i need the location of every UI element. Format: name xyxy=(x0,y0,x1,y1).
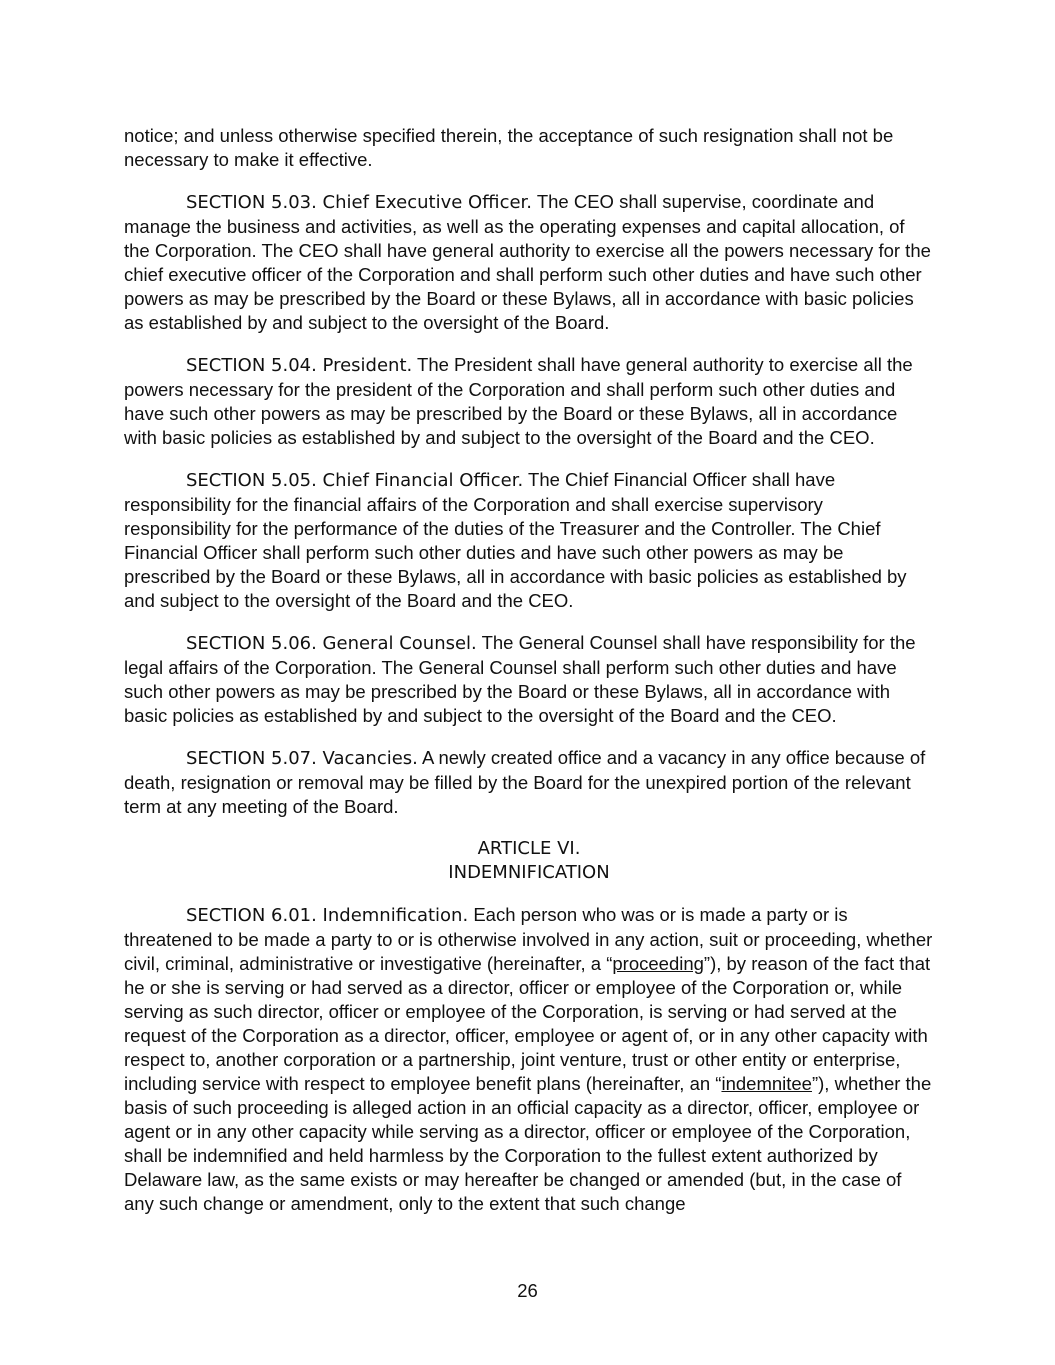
section-5-04 xyxy=(124,353,934,450)
section-heading: SECTION 6.01. Indemnification. xyxy=(186,905,469,926)
section-6-01 xyxy=(124,903,934,1216)
article-number: ARTICLE VI. xyxy=(477,838,581,859)
section-heading: SECTION 5.05. Chief Financial Officer. xyxy=(186,470,524,491)
section-5-07 xyxy=(124,746,934,819)
section-body: A newly created office and a vacancy in any office because of death, resignation or removal may be filled by the Board for the unexpired portion of the relevant term at any meeting of the Board. xyxy=(124,747,926,817)
intro-paragraph: notice; and unless otherwise specified therein, the acceptance of such resignation shall not be necessary to make it effective. xyxy=(124,125,894,170)
article-title: INDEMNIFICATION xyxy=(448,862,610,883)
page-number: 26 xyxy=(517,1280,538,1301)
section-heading: SECTION 5.03. Chief Executive Officer. xyxy=(186,192,533,213)
defined-term-indemnitee: indemnitee xyxy=(721,1073,812,1094)
section-body: The CEO shall supervise, coordinate and manage the business and activities, as well as the operating expenses and capital allocation, of the Corporation. The CEO shall have general authority to exercise all the powers necessary for the chief executive officer of the Corporation and shall perform such other duties and have such other powers as may be prescribed by the Board or these Bylaws, all in accordance with basic policies as established by and subject to the oversight of the Board. xyxy=(124,191,931,333)
section-5-05 xyxy=(124,468,934,613)
section-body-part: Each person who was or is made a party or is threatened to be made a party to or is otherwise involved in any action, suit or proceeding, whether civil, criminal, administrative or investigative (hereinafter, a “ xyxy=(124,904,933,974)
section-5-03 xyxy=(124,190,934,335)
section-body-part: ”), by reason of the fact that he or she is serving or had served as a director, officer or employee of the Corporation or, while serving as such director, officer or employee of the Corporation, is serving or had served at the request of the Corporation as a director, officer, employee or agent of, or in any other capacity with respect to, another corporation or a partnership, joint venture, trust or other entity or enterprise, including service with respect to employee benefit plans (hereinafter, an “ xyxy=(124,953,931,1094)
defined-term-proceeding: proceeding xyxy=(612,953,704,974)
section-body: The President shall have general authority to exercise all the powers necessary for the president of the Corporation and shall perform such other duties and have such other powers as may be prescribed by the Board or these Bylaws, all in accordance with basic policies as established by and subject to the oversight of the Board and the CEO. xyxy=(124,354,913,448)
article-heading xyxy=(124,837,934,885)
section-heading: SECTION 5.06. General Counsel. xyxy=(186,633,477,654)
section-5-06 xyxy=(124,631,934,728)
section-body-part: ”), whether the basis of such proceeding is alleged action in an official capacity as a director, officer, employee or agent or in any other capacity while serving as a director, officer or employee of the Corporation, shall be indemnified and held harmless by the Corporation to the fullest extent authorized by Delaware law, as the same exists or may hereafter be changed or amended (but, in the case of any such change or amendment, only to the extent that such change xyxy=(124,1073,932,1214)
section-heading: SECTION 5.04. President. xyxy=(186,355,413,376)
section-body: The Chief Financial Officer shall have responsibility for the financial affairs of the Corporation and shall exercise supervisory responsibility for the performance of the duties of the Treasurer and the Controller. The Chief Financial Officer shall perform such other duties and have such other powers as may be prescribed by the Board or these Bylaws, all in accordance with basic policies as established by and subject to the oversight of the Board and the CEO. xyxy=(124,469,907,611)
section-heading: SECTION 5.07. Vacancies. xyxy=(186,748,418,769)
document-page xyxy=(124,124,934,1234)
section-body: The General Counsel shall have responsibility for the legal affairs of the Corporation. The General Counsel shall perform such other duties and have such other powers as may be prescribed by the Board or these Bylaws, all in accordance with basic policies as established by and subject to the oversight of the Board and the CEO. xyxy=(124,632,916,726)
